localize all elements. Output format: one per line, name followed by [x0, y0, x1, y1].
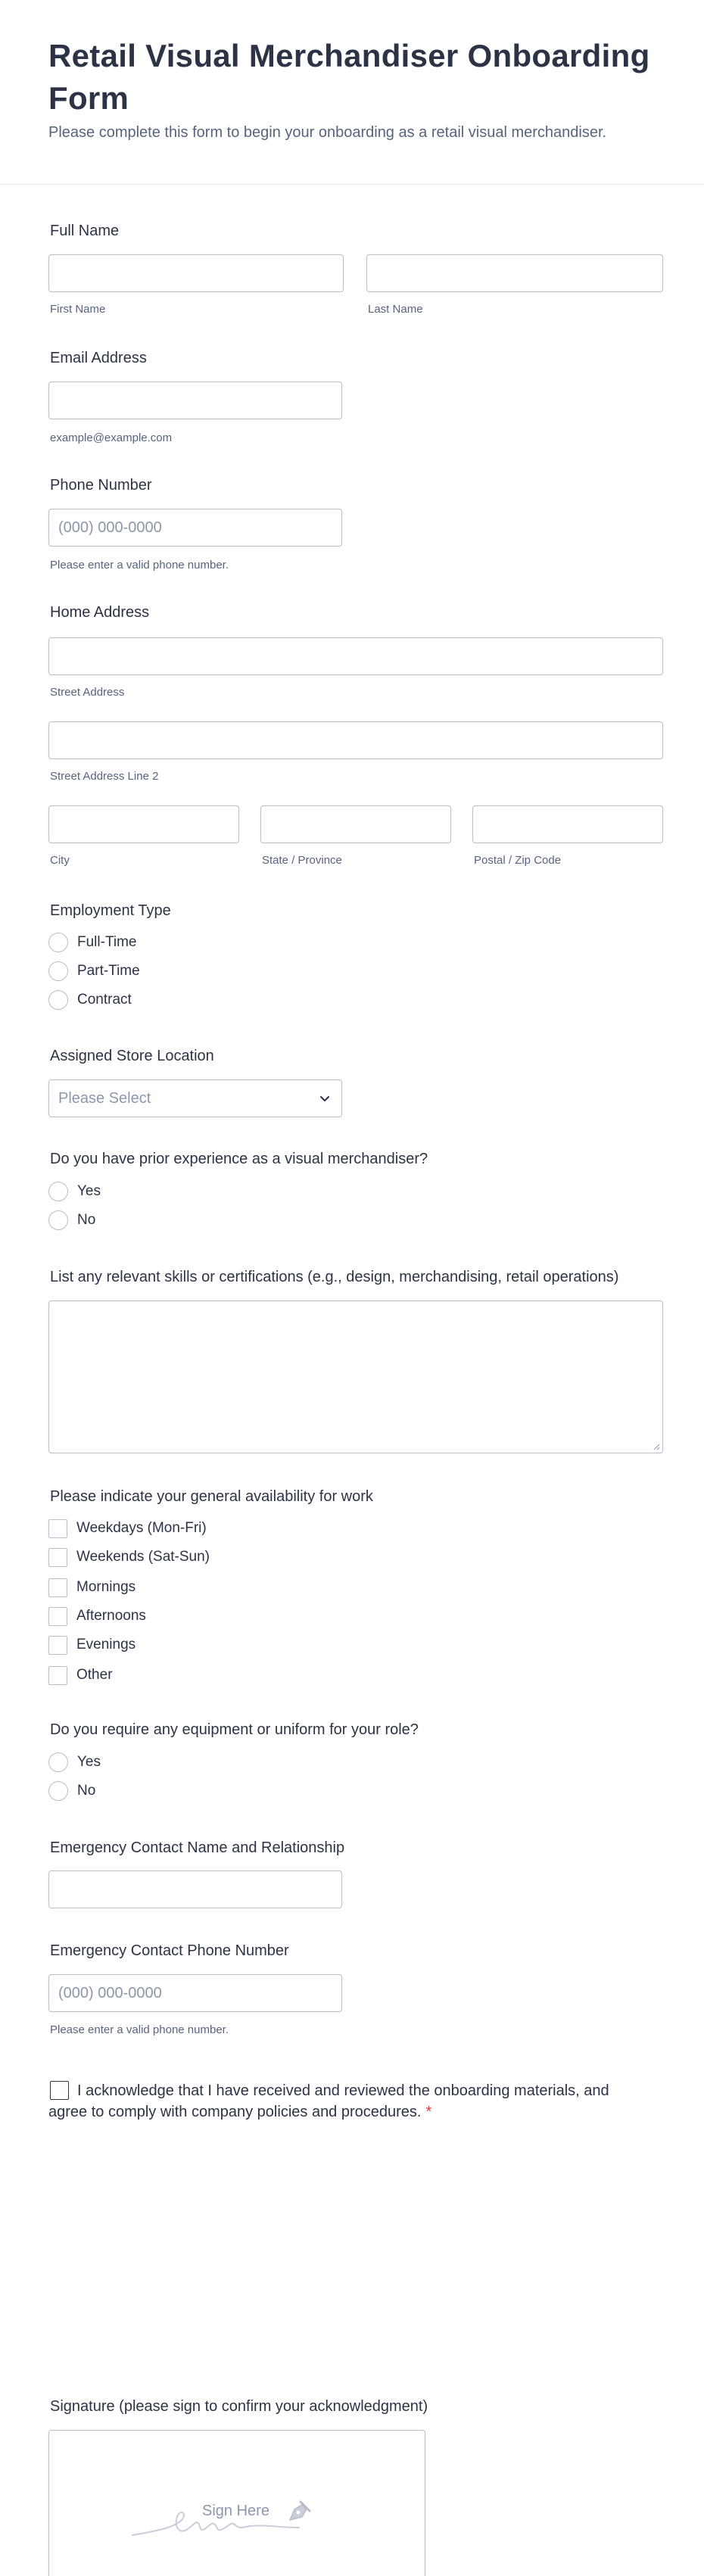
option-label: Weekends (Sat-Sun)	[76, 1549, 210, 1565]
emergency-phone-label: Emergency Contact Phone Number	[50, 1942, 289, 1959]
availability-label: Please indicate your general availability for work	[50, 1488, 373, 1505]
option-label: No	[77, 1783, 96, 1799]
radio-button[interactable]	[48, 961, 68, 981]
required-mark: *	[425, 2104, 432, 2120]
street-address-line2-input[interactable]	[48, 721, 663, 759]
prior-experience-option-yes[interactable]	[48, 1182, 101, 1201]
equipment-option-no[interactable]	[48, 1781, 95, 1801]
employment-type-label: Employment Type	[50, 902, 171, 919]
emergency-phone-sublabel: Please enter a valid phone number.	[50, 2023, 229, 2036]
skills-textarea[interactable]	[48, 1300, 663, 1453]
checkbox[interactable]	[48, 1666, 67, 1685]
emergency-phone-input[interactable]	[48, 1974, 342, 2012]
checkbox[interactable]	[48, 1519, 67, 1538]
equipment-option-yes[interactable]	[48, 1752, 101, 1772]
city-sublabel: City	[50, 854, 70, 867]
emergency-name-input[interactable]	[48, 1870, 342, 1908]
last-name-sublabel: Last Name	[368, 303, 423, 316]
radio-button[interactable]	[48, 990, 68, 1010]
acknowledgment-text	[48, 2080, 639, 2123]
acknowledgment-label: I acknowledge that I have received and reviewed the onboarding materials, and agree to comply with company policies and procedures.	[48, 2082, 609, 2120]
state-sublabel: State / Province	[262, 854, 342, 867]
pen-icon	[284, 2497, 314, 2528]
phone-sublabel: Please enter a valid phone number.	[50, 559, 229, 572]
option-label: No	[77, 1212, 96, 1228]
employment-option-contract[interactable]	[48, 990, 132, 1010]
resize-grip-icon[interactable]	[653, 1443, 660, 1450]
employment-option-part-time[interactable]	[48, 961, 140, 981]
state-input[interactable]	[260, 805, 451, 843]
first-name-input[interactable]	[48, 254, 344, 292]
prior-experience-option-no[interactable]	[48, 1210, 95, 1230]
option-label: Yes	[77, 1754, 101, 1770]
home-address-label: Home Address	[50, 604, 150, 621]
signature-label: Signature (please sign to confirm your acknowledgment)	[50, 2398, 428, 2415]
phone-label: Phone Number	[50, 477, 152, 494]
email-sublabel: example@example.com	[50, 431, 173, 444]
availability-option-evenings[interactable]	[48, 1635, 136, 1655]
option-label: Other	[76, 1667, 113, 1683]
radio-button[interactable]	[48, 1781, 68, 1801]
option-label: Evenings	[76, 1637, 136, 1652]
radio-button[interactable]	[48, 933, 68, 952]
employment-option-full-time[interactable]	[48, 933, 136, 952]
radio-button[interactable]	[48, 1752, 68, 1772]
prior-experience-label: Do you have prior experience as a visual merchandiser?	[50, 1151, 428, 1167]
form-header	[0, 0, 704, 185]
skills-label: List any relevant skills or certifications (e.g., design, merchandising, retail operations)	[50, 1269, 619, 1285]
option-label: Part-Time	[77, 963, 140, 979]
last-name-input[interactable]	[366, 254, 663, 292]
full-name-label: Full Name	[50, 223, 120, 239]
radio-button[interactable]	[48, 1210, 68, 1230]
availability-option-afternoons[interactable]	[48, 1606, 146, 1626]
option-label: Full-Time	[77, 934, 137, 950]
checkbox[interactable]	[48, 1578, 67, 1597]
email-label: Email Address	[50, 350, 147, 366]
option-label: Mornings	[76, 1579, 136, 1595]
first-name-sublabel: First Name	[50, 303, 106, 316]
option-label: Contract	[77, 992, 132, 1008]
street-address-sublabel: Street Address	[50, 686, 125, 699]
form-title: Retail Visual Merchandiser Onboarding Form	[48, 38, 650, 116]
signature-pad[interactable]	[48, 2430, 425, 2576]
street-address-input[interactable]	[48, 637, 663, 675]
zip-input[interactable]	[472, 805, 663, 843]
option-label: Afternoons	[76, 1608, 146, 1624]
store-location-label: Assigned Store Location	[50, 1048, 214, 1064]
emergency-phone-placeholder: (000) 000-0000	[58, 1985, 162, 2001]
city-input[interactable]	[48, 805, 239, 843]
option-label: Yes	[77, 1183, 101, 1199]
store-location-select[interactable]	[48, 1079, 342, 1117]
street-address-line2-sublabel: Street Address Line 2	[50, 770, 159, 783]
email-input[interactable]	[48, 382, 342, 419]
checkbox[interactable]	[48, 1636, 67, 1655]
availability-option-mornings[interactable]	[48, 1578, 136, 1597]
store-location-placeholder: Please Select	[58, 1090, 151, 1107]
availability-option-weekdays[interactable]	[48, 1519, 207, 1538]
availability-option-other[interactable]	[48, 1665, 113, 1685]
checkbox[interactable]	[48, 1548, 67, 1567]
availability-option-weekends[interactable]	[48, 1547, 210, 1567]
phone-placeholder: (000) 000-0000	[58, 519, 162, 536]
checkbox[interactable]	[48, 1607, 67, 1626]
zip-sublabel: Postal / Zip Code	[474, 854, 562, 867]
radio-button[interactable]	[48, 1182, 68, 1201]
signature-placeholder: Sign Here	[202, 2503, 269, 2519]
option-label: Weekdays (Mon-Fri)	[76, 1520, 207, 1536]
equipment-label: Do you require any equipment or uniform for your role?	[50, 1721, 419, 1738]
phone-input[interactable]	[48, 509, 342, 547]
chevron-down-icon	[317, 1091, 332, 1106]
emergency-name-label: Emergency Contact Name and Relationship	[50, 1839, 345, 1856]
form-subtitle: Please complete this form to begin your onboarding as a retail visual merchandiser.	[48, 124, 607, 141]
